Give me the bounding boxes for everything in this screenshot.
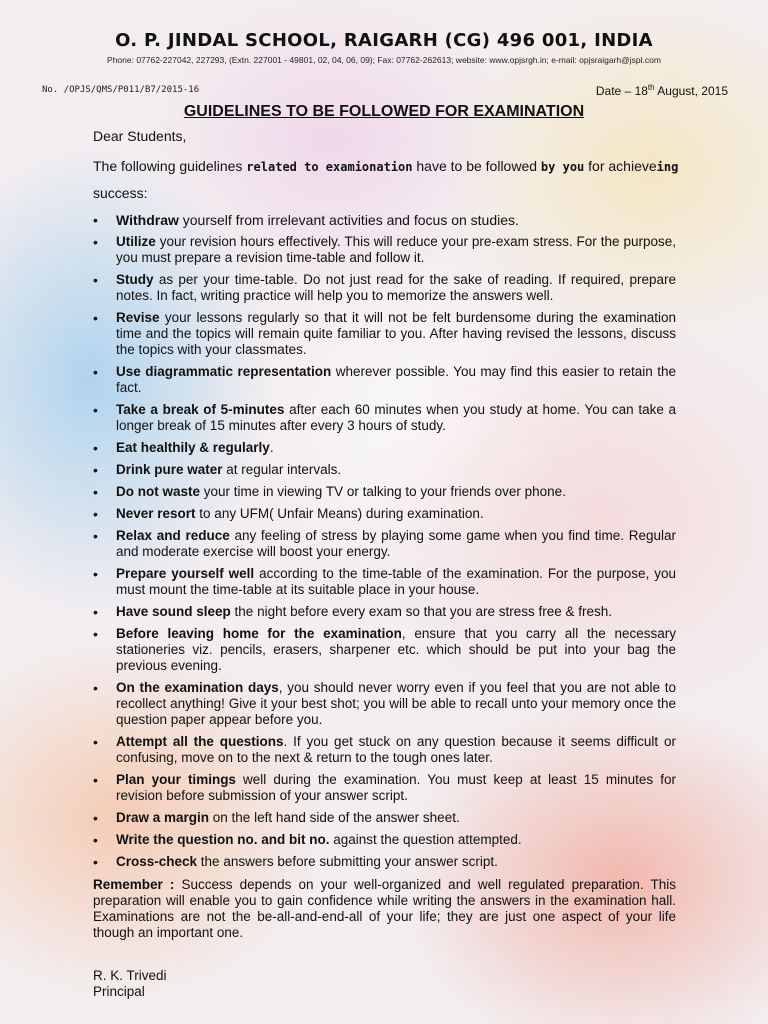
guideline-text: at regular intervals. xyxy=(222,462,342,477)
document-date xyxy=(596,83,728,98)
guideline-item xyxy=(93,626,676,674)
guideline-text: . If you get stuck on any question because it seems difficult or confusing, move on to the next & return to the tough ones later. xyxy=(116,734,677,765)
date-prefix: Date – 18 xyxy=(595,84,648,98)
guideline-item xyxy=(93,364,676,396)
guideline-keyword: Write the question no. and bit no. xyxy=(116,832,330,847)
guideline-text: , ensure that you carry all the necessary stationeries viz. pencils, erasers, sharpener etc. which should be put into your bag the previous evening. xyxy=(116,626,676,673)
greeting: Dear Students, xyxy=(93,128,187,144)
intro-text-2: have to be followed xyxy=(412,158,541,174)
remember-label: Remember : xyxy=(93,877,175,892)
guideline-keyword: Withdraw xyxy=(116,212,179,228)
guideline-text: your time in viewing TV or talking to your friends over phone. xyxy=(200,484,566,499)
guideline-item xyxy=(93,566,676,598)
guideline-keyword: Prepare yourself well xyxy=(116,566,255,581)
guideline-item xyxy=(93,528,676,560)
guideline-keyword: Do not waste xyxy=(116,484,201,499)
guideline-item xyxy=(93,734,676,766)
intro-bold-3: ing xyxy=(656,160,679,174)
guideline-text: on the left hand side of the answer sheet. xyxy=(209,810,460,825)
guideline-item xyxy=(93,810,676,826)
intro-paragraph xyxy=(93,153,683,206)
guideline-keyword: On the examination days xyxy=(116,680,279,695)
guideline-item xyxy=(93,234,676,266)
guideline-item xyxy=(93,272,676,304)
guideline-text: . xyxy=(269,440,274,455)
guideline-text: any feeling of stress by playing some game when you find time. Regular and moderate exercise will boost your energy. xyxy=(116,528,677,559)
intro-text-1: The following guidelines xyxy=(93,158,247,174)
guideline-keyword: Study xyxy=(116,272,154,287)
remember-text: Success depends on your well-organized and well regulated preparation. This preparation will enable you to gain confidence while writing the answers in the examination hall. Examinations are not the be-all-and-end-all of your life; they are just one aspect of your life though an important one. xyxy=(93,877,677,940)
date-suffix: August, 2015 xyxy=(654,84,728,98)
guideline-item xyxy=(93,854,676,870)
guideline-keyword: Take a break of 5-minutes xyxy=(116,402,285,417)
guideline-keyword: Plan your timings xyxy=(116,772,236,787)
guideline-text: as per your time-table. Do not just read for the sake of reading. If required, prepare notes. In fact, writing practice will help you to memorize the answers well. xyxy=(116,272,676,303)
guideline-keyword: Use diagrammatic representation xyxy=(116,364,332,379)
signatory-name: R. K. Trivedi xyxy=(93,968,167,983)
signatory-designation: Principal xyxy=(93,984,145,999)
guideline-item xyxy=(93,462,676,478)
guideline-item xyxy=(93,212,676,228)
remember-note xyxy=(93,877,676,941)
guideline-text: against the question attempted. xyxy=(329,832,522,847)
guideline-text: yourself from irrelevant activities and focus on studies. xyxy=(178,212,519,228)
date-superscript: th xyxy=(647,83,655,92)
guideline-text: after each 60 minutes when you study at home. You can take a longer break of 15 minutes after every 3 hours of study. xyxy=(116,402,677,433)
guideline-item xyxy=(93,440,676,456)
guideline-text: well during the examination. You must keep at least 15 minutes for revision before submission of your answer script. xyxy=(116,772,676,803)
guideline-item xyxy=(93,680,676,728)
page-title: GUIDELINES TO BE FOLLOWED FOR EXAMINATION xyxy=(183,103,585,120)
guideline-keyword: Relax and reduce xyxy=(116,528,230,543)
reference-number: No. /OPJS/QMS/P011/B7/2015-16 xyxy=(42,85,200,95)
guideline-keyword: Eat healthily & regularly xyxy=(116,440,270,455)
guideline-text: your lessons regularly so that it will not be felt burdensome during the examination time and the topics will remain quite familiar to you. After having revised the lessons, discuss the topics with your classmates. xyxy=(116,310,676,357)
guideline-keyword: Revise xyxy=(116,310,160,325)
guidelines-list xyxy=(93,212,676,876)
guideline-item xyxy=(93,310,676,358)
guideline-text: the answers before submitting your answer script. xyxy=(197,854,498,869)
guideline-keyword: Before leaving home for the examination xyxy=(116,626,402,641)
intro-text-4: success: xyxy=(93,185,148,201)
guideline-text: to any UFM( Unfair Means) during examination. xyxy=(195,506,484,521)
guideline-keyword: Cross-check xyxy=(116,854,198,869)
contact-info: Phone: 07762-227042, 227293, (Extn. 227001 - 49801, 02, 04, 06, 09); Fax: 07762-262613; website: www.opjsrgh.in; e-mail: opjsraigarh@jspl.com xyxy=(107,55,661,65)
guideline-keyword: Draw a margin xyxy=(116,810,210,825)
guideline-keyword: Attempt all the questions xyxy=(116,734,284,749)
guideline-keyword: Utilize xyxy=(116,234,156,249)
guideline-keyword: Drink pure water xyxy=(116,462,223,477)
guideline-item xyxy=(93,484,676,500)
guideline-text: according to the time-table of the examination. For the purpose, you must mount the time-table at its suitable place in your house. xyxy=(116,566,677,597)
guideline-text: wherever possible. You may find this easier to retain the fact. xyxy=(116,364,676,395)
signature-block xyxy=(93,968,167,1000)
guideline-text: , you should never worry even if you feel that you are not able to recollect anything! Give it your best shot; you will be able to recall unto your memory once the question paper appear before you. xyxy=(116,680,676,727)
guideline-item xyxy=(93,832,676,848)
intro-bold-2: by you xyxy=(540,160,585,174)
school-name: O. P. JINDAL SCHOOL, RAIGARH (CG) 496 001, INDIA xyxy=(115,30,653,51)
guideline-item xyxy=(93,772,676,804)
guideline-text: your revision hours effectively. This will reduce your pre-exam stress. For the purpose, you must prepare a revision time-table and follow it. xyxy=(116,234,676,265)
guideline-keyword: Have sound sleep xyxy=(116,604,231,619)
guideline-item xyxy=(93,604,676,620)
guideline-item xyxy=(93,506,676,522)
intro-text-3: for achieve xyxy=(584,158,657,174)
guideline-item xyxy=(93,402,676,434)
guideline-keyword: Never resort xyxy=(116,506,196,521)
intro-bold-1: related to examionation xyxy=(246,160,413,174)
guideline-text: the night before every exam so that you are stress free & fresh. xyxy=(230,604,612,619)
